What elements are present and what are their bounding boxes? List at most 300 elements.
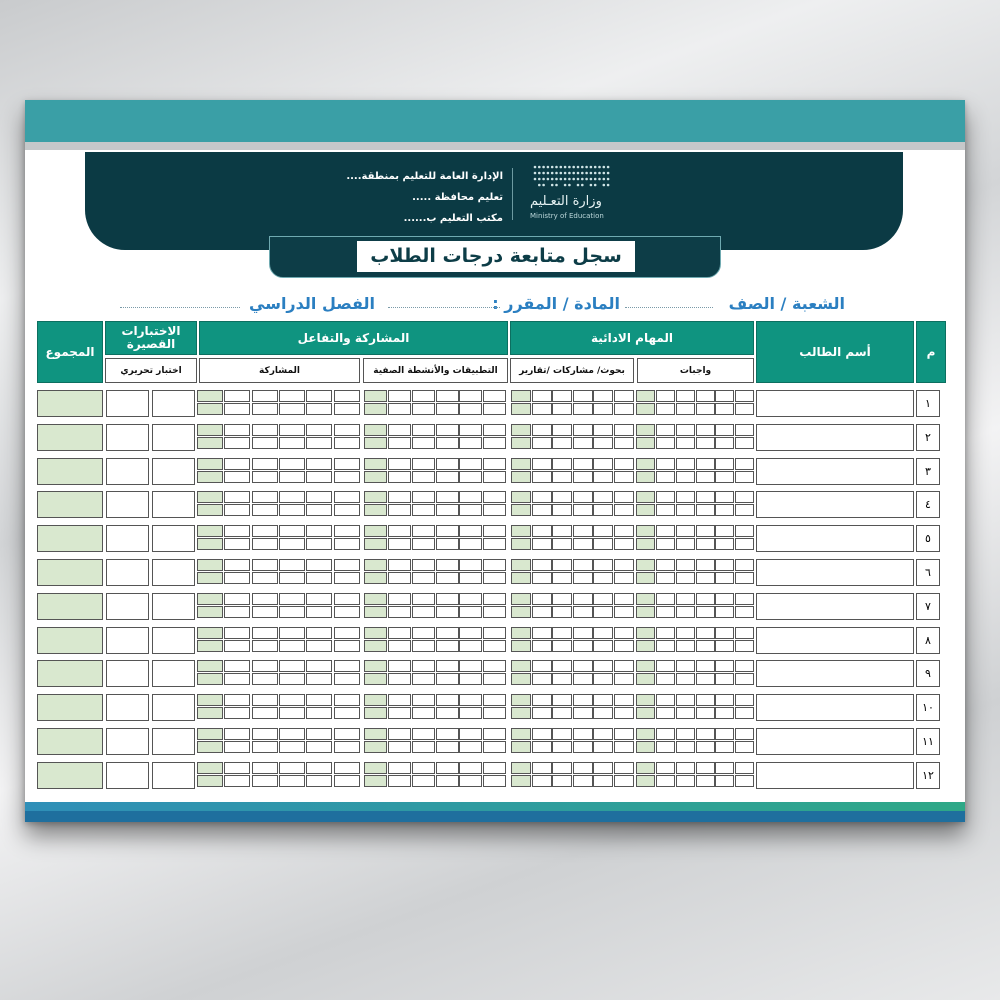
- homework-box[interactable]: [656, 572, 675, 584]
- applications-box[interactable]: [412, 403, 435, 415]
- participation-box[interactable]: [197, 403, 223, 415]
- homework-box[interactable]: [715, 437, 734, 449]
- homework-box[interactable]: [676, 504, 695, 516]
- quiz-cell[interactable]: [152, 559, 195, 586]
- applications-box[interactable]: [459, 728, 482, 740]
- participation-box[interactable]: [224, 390, 250, 402]
- homework-box[interactable]: [656, 471, 675, 483]
- applications-box[interactable]: [364, 707, 387, 719]
- applications-box[interactable]: [388, 593, 411, 605]
- applications-box[interactable]: [364, 572, 387, 584]
- participation-box[interactable]: [334, 538, 360, 550]
- participation-box[interactable]: [197, 673, 223, 685]
- homework-box[interactable]: [676, 559, 695, 571]
- participation-box[interactable]: [279, 403, 305, 415]
- homework-box[interactable]: [656, 775, 675, 787]
- participation-box[interactable]: [197, 694, 223, 706]
- participation-box[interactable]: [224, 491, 250, 503]
- participation-box[interactable]: [224, 458, 250, 470]
- student-name-cell[interactable]: [756, 559, 914, 586]
- applications-box[interactable]: [412, 694, 435, 706]
- homework-box[interactable]: [696, 525, 715, 537]
- participation-box[interactable]: [252, 403, 278, 415]
- research-box[interactable]: [532, 424, 552, 436]
- research-box[interactable]: [593, 775, 613, 787]
- participation-box[interactable]: [224, 775, 250, 787]
- participation-box[interactable]: [197, 437, 223, 449]
- research-box[interactable]: [552, 593, 572, 605]
- total-cell[interactable]: [37, 762, 103, 789]
- applications-box[interactable]: [364, 471, 387, 483]
- applications-box[interactable]: [436, 741, 459, 753]
- semester-blank[interactable]: [120, 307, 240, 308]
- applications-box[interactable]: [436, 525, 459, 537]
- applications-box[interactable]: [412, 707, 435, 719]
- research-box[interactable]: [511, 471, 531, 483]
- research-box[interactable]: [573, 673, 593, 685]
- homework-box[interactable]: [735, 424, 754, 436]
- applications-box[interactable]: [483, 437, 506, 449]
- research-box[interactable]: [511, 424, 531, 436]
- participation-box[interactable]: [306, 593, 332, 605]
- homework-box[interactable]: [715, 559, 734, 571]
- applications-box[interactable]: [459, 694, 482, 706]
- participation-box[interactable]: [279, 538, 305, 550]
- homework-box[interactable]: [656, 606, 675, 618]
- homework-box[interactable]: [696, 673, 715, 685]
- participation-box[interactable]: [306, 728, 332, 740]
- homework-box[interactable]: [696, 504, 715, 516]
- participation-box[interactable]: [306, 707, 332, 719]
- homework-box[interactable]: [676, 640, 695, 652]
- applications-box[interactable]: [483, 606, 506, 618]
- participation-box[interactable]: [224, 728, 250, 740]
- research-box[interactable]: [552, 741, 572, 753]
- participation-box[interactable]: [279, 593, 305, 605]
- participation-box[interactable]: [279, 762, 305, 774]
- homework-box[interactable]: [676, 694, 695, 706]
- homework-box[interactable]: [656, 741, 675, 753]
- applications-box[interactable]: [412, 504, 435, 516]
- participation-box[interactable]: [334, 694, 360, 706]
- homework-box[interactable]: [656, 458, 675, 470]
- homework-box[interactable]: [636, 775, 655, 787]
- homework-box[interactable]: [656, 437, 675, 449]
- participation-box[interactable]: [279, 627, 305, 639]
- participation-box[interactable]: [252, 458, 278, 470]
- homework-box[interactable]: [715, 424, 734, 436]
- homework-box[interactable]: [656, 593, 675, 605]
- research-box[interactable]: [593, 458, 613, 470]
- applications-box[interactable]: [364, 593, 387, 605]
- research-box[interactable]: [511, 775, 531, 787]
- research-box[interactable]: [614, 673, 634, 685]
- applications-box[interactable]: [483, 424, 506, 436]
- applications-box[interactable]: [459, 741, 482, 753]
- applications-box[interactable]: [364, 525, 387, 537]
- research-box[interactable]: [593, 741, 613, 753]
- research-box[interactable]: [511, 741, 531, 753]
- applications-box[interactable]: [483, 627, 506, 639]
- research-box[interactable]: [573, 640, 593, 652]
- applications-box[interactable]: [388, 762, 411, 774]
- applications-box[interactable]: [483, 762, 506, 774]
- applications-box[interactable]: [364, 775, 387, 787]
- homework-box[interactable]: [715, 538, 734, 550]
- applications-box[interactable]: [388, 627, 411, 639]
- homework-box[interactable]: [735, 437, 754, 449]
- participation-box[interactable]: [334, 471, 360, 483]
- homework-box[interactable]: [715, 728, 734, 740]
- research-box[interactable]: [593, 572, 613, 584]
- participation-box[interactable]: [279, 606, 305, 618]
- participation-box[interactable]: [197, 525, 223, 537]
- quiz-cell[interactable]: [152, 458, 195, 485]
- participation-box[interactable]: [306, 572, 332, 584]
- quiz-cell[interactable]: [152, 694, 195, 721]
- applications-box[interactable]: [483, 572, 506, 584]
- homework-box[interactable]: [676, 660, 695, 672]
- homework-box[interactable]: [636, 627, 655, 639]
- participation-box[interactable]: [197, 471, 223, 483]
- homework-box[interactable]: [696, 741, 715, 753]
- applications-box[interactable]: [412, 559, 435, 571]
- research-box[interactable]: [532, 437, 552, 449]
- research-box[interactable]: [552, 525, 572, 537]
- participation-box[interactable]: [334, 627, 360, 639]
- applications-box[interactable]: [388, 559, 411, 571]
- participation-box[interactable]: [279, 741, 305, 753]
- research-box[interactable]: [511, 606, 531, 618]
- research-box[interactable]: [593, 437, 613, 449]
- homework-box[interactable]: [656, 762, 675, 774]
- research-box[interactable]: [552, 728, 572, 740]
- homework-box[interactable]: [656, 491, 675, 503]
- homework-box[interactable]: [676, 491, 695, 503]
- research-box[interactable]: [614, 606, 634, 618]
- participation-box[interactable]: [224, 424, 250, 436]
- homework-box[interactable]: [676, 437, 695, 449]
- applications-box[interactable]: [412, 762, 435, 774]
- participation-box[interactable]: [252, 640, 278, 652]
- applications-box[interactable]: [388, 390, 411, 402]
- applications-box[interactable]: [388, 728, 411, 740]
- applications-box[interactable]: [436, 504, 459, 516]
- homework-box[interactable]: [696, 538, 715, 550]
- research-box[interactable]: [593, 660, 613, 672]
- homework-box[interactable]: [735, 458, 754, 470]
- homework-box[interactable]: [676, 728, 695, 740]
- participation-box[interactable]: [334, 762, 360, 774]
- applications-box[interactable]: [412, 775, 435, 787]
- research-box[interactable]: [593, 593, 613, 605]
- applications-box[interactable]: [483, 403, 506, 415]
- research-box[interactable]: [593, 525, 613, 537]
- homework-box[interactable]: [735, 762, 754, 774]
- research-box[interactable]: [573, 437, 593, 449]
- applications-box[interactable]: [459, 572, 482, 584]
- research-box[interactable]: [573, 728, 593, 740]
- participation-box[interactable]: [334, 707, 360, 719]
- quiz-cell[interactable]: [106, 525, 149, 552]
- applications-box[interactable]: [459, 559, 482, 571]
- homework-box[interactable]: [735, 538, 754, 550]
- homework-box[interactable]: [715, 471, 734, 483]
- research-box[interactable]: [614, 437, 634, 449]
- participation-box[interactable]: [252, 559, 278, 571]
- applications-box[interactable]: [364, 627, 387, 639]
- participation-box[interactable]: [252, 504, 278, 516]
- applications-box[interactable]: [436, 471, 459, 483]
- applications-box[interactable]: [388, 673, 411, 685]
- homework-box[interactable]: [656, 627, 675, 639]
- research-box[interactable]: [614, 424, 634, 436]
- participation-box[interactable]: [279, 491, 305, 503]
- research-box[interactable]: [593, 707, 613, 719]
- applications-box[interactable]: [388, 694, 411, 706]
- research-box[interactable]: [573, 741, 593, 753]
- research-box[interactable]: [532, 538, 552, 550]
- applications-box[interactable]: [483, 775, 506, 787]
- participation-box[interactable]: [334, 504, 360, 516]
- applications-box[interactable]: [412, 660, 435, 672]
- participation-box[interactable]: [334, 437, 360, 449]
- research-box[interactable]: [552, 437, 572, 449]
- applications-box[interactable]: [436, 403, 459, 415]
- research-box[interactable]: [573, 593, 593, 605]
- homework-box[interactable]: [676, 707, 695, 719]
- applications-box[interactable]: [483, 559, 506, 571]
- participation-box[interactable]: [252, 606, 278, 618]
- participation-box[interactable]: [306, 627, 332, 639]
- homework-box[interactable]: [636, 559, 655, 571]
- homework-box[interactable]: [636, 593, 655, 605]
- applications-box[interactable]: [388, 707, 411, 719]
- participation-box[interactable]: [334, 728, 360, 740]
- homework-box[interactable]: [735, 694, 754, 706]
- homework-box[interactable]: [696, 694, 715, 706]
- homework-box[interactable]: [715, 741, 734, 753]
- homework-box[interactable]: [676, 775, 695, 787]
- research-box[interactable]: [593, 403, 613, 415]
- applications-box[interactable]: [436, 424, 459, 436]
- research-box[interactable]: [614, 775, 634, 787]
- quiz-cell[interactable]: [152, 660, 195, 687]
- research-box[interactable]: [614, 390, 634, 402]
- homework-box[interactable]: [696, 458, 715, 470]
- homework-box[interactable]: [636, 390, 655, 402]
- participation-box[interactable]: [279, 660, 305, 672]
- homework-box[interactable]: [636, 741, 655, 753]
- applications-box[interactable]: [364, 504, 387, 516]
- applications-box[interactable]: [459, 525, 482, 537]
- applications-box[interactable]: [364, 762, 387, 774]
- quiz-cell[interactable]: [106, 491, 149, 518]
- research-box[interactable]: [573, 458, 593, 470]
- participation-box[interactable]: [224, 660, 250, 672]
- applications-box[interactable]: [436, 673, 459, 685]
- research-box[interactable]: [532, 762, 552, 774]
- homework-box[interactable]: [715, 640, 734, 652]
- research-box[interactable]: [511, 762, 531, 774]
- applications-box[interactable]: [436, 640, 459, 652]
- research-box[interactable]: [511, 707, 531, 719]
- participation-box[interactable]: [279, 390, 305, 402]
- participation-box[interactable]: [224, 504, 250, 516]
- applications-box[interactable]: [436, 707, 459, 719]
- applications-box[interactable]: [459, 660, 482, 672]
- research-box[interactable]: [573, 525, 593, 537]
- homework-box[interactable]: [715, 572, 734, 584]
- research-box[interactable]: [614, 593, 634, 605]
- applications-box[interactable]: [364, 660, 387, 672]
- student-name-cell[interactable]: [756, 491, 914, 518]
- research-box[interactable]: [593, 640, 613, 652]
- research-box[interactable]: [532, 572, 552, 584]
- participation-box[interactable]: [306, 606, 332, 618]
- participation-box[interactable]: [334, 606, 360, 618]
- participation-box[interactable]: [252, 694, 278, 706]
- applications-box[interactable]: [364, 673, 387, 685]
- applications-box[interactable]: [412, 627, 435, 639]
- homework-box[interactable]: [696, 775, 715, 787]
- applications-box[interactable]: [436, 627, 459, 639]
- applications-box[interactable]: [388, 525, 411, 537]
- participation-box[interactable]: [252, 424, 278, 436]
- student-name-cell[interactable]: [756, 660, 914, 687]
- research-box[interactable]: [593, 491, 613, 503]
- participation-box[interactable]: [224, 762, 250, 774]
- participation-box[interactable]: [224, 525, 250, 537]
- applications-box[interactable]: [483, 458, 506, 470]
- applications-box[interactable]: [483, 525, 506, 537]
- student-name-cell[interactable]: [756, 762, 914, 789]
- participation-box[interactable]: [334, 673, 360, 685]
- research-box[interactable]: [511, 437, 531, 449]
- participation-box[interactable]: [279, 694, 305, 706]
- participation-box[interactable]: [306, 491, 332, 503]
- research-box[interactable]: [614, 471, 634, 483]
- participation-box[interactable]: [252, 775, 278, 787]
- homework-box[interactable]: [656, 504, 675, 516]
- research-box[interactable]: [614, 741, 634, 753]
- research-box[interactable]: [532, 627, 552, 639]
- applications-box[interactable]: [364, 606, 387, 618]
- applications-box[interactable]: [436, 390, 459, 402]
- participation-box[interactable]: [306, 424, 332, 436]
- research-box[interactable]: [511, 728, 531, 740]
- homework-box[interactable]: [636, 471, 655, 483]
- participation-box[interactable]: [306, 640, 332, 652]
- homework-box[interactable]: [636, 673, 655, 685]
- participation-box[interactable]: [279, 559, 305, 571]
- research-box[interactable]: [593, 504, 613, 516]
- research-box[interactable]: [552, 538, 572, 550]
- participation-box[interactable]: [306, 403, 332, 415]
- applications-box[interactable]: [459, 538, 482, 550]
- homework-box[interactable]: [735, 640, 754, 652]
- homework-box[interactable]: [656, 707, 675, 719]
- applications-box[interactable]: [364, 491, 387, 503]
- applications-box[interactable]: [412, 640, 435, 652]
- participation-box[interactable]: [224, 627, 250, 639]
- quiz-cell[interactable]: [152, 593, 195, 620]
- homework-box[interactable]: [735, 627, 754, 639]
- research-box[interactable]: [614, 559, 634, 571]
- quiz-cell[interactable]: [106, 660, 149, 687]
- homework-box[interactable]: [696, 471, 715, 483]
- participation-box[interactable]: [197, 593, 223, 605]
- participation-box[interactable]: [279, 707, 305, 719]
- applications-box[interactable]: [364, 640, 387, 652]
- applications-box[interactable]: [483, 707, 506, 719]
- research-box[interactable]: [593, 694, 613, 706]
- applications-box[interactable]: [412, 728, 435, 740]
- homework-box[interactable]: [696, 593, 715, 605]
- participation-box[interactable]: [252, 471, 278, 483]
- homework-box[interactable]: [715, 660, 734, 672]
- research-box[interactable]: [614, 572, 634, 584]
- research-box[interactable]: [532, 471, 552, 483]
- participation-box[interactable]: [252, 660, 278, 672]
- applications-box[interactable]: [459, 606, 482, 618]
- participation-box[interactable]: [224, 559, 250, 571]
- research-box[interactable]: [552, 390, 572, 402]
- homework-box[interactable]: [715, 707, 734, 719]
- research-box[interactable]: [511, 640, 531, 652]
- homework-box[interactable]: [735, 593, 754, 605]
- homework-box[interactable]: [676, 741, 695, 753]
- research-box[interactable]: [573, 572, 593, 584]
- participation-box[interactable]: [224, 640, 250, 652]
- participation-box[interactable]: [306, 458, 332, 470]
- quiz-cell[interactable]: [152, 424, 195, 451]
- participation-box[interactable]: [334, 741, 360, 753]
- research-box[interactable]: [552, 762, 572, 774]
- participation-box[interactable]: [224, 694, 250, 706]
- applications-box[interactable]: [436, 572, 459, 584]
- research-box[interactable]: [552, 491, 572, 503]
- applications-box[interactable]: [412, 458, 435, 470]
- applications-box[interactable]: [483, 660, 506, 672]
- participation-box[interactable]: [224, 593, 250, 605]
- applications-box[interactable]: [388, 572, 411, 584]
- homework-box[interactable]: [676, 424, 695, 436]
- research-box[interactable]: [614, 627, 634, 639]
- participation-box[interactable]: [306, 538, 332, 550]
- applications-box[interactable]: [459, 424, 482, 436]
- homework-box[interactable]: [715, 504, 734, 516]
- applications-box[interactable]: [436, 593, 459, 605]
- quiz-cell[interactable]: [106, 390, 149, 417]
- participation-box[interactable]: [197, 424, 223, 436]
- participation-box[interactable]: [252, 627, 278, 639]
- participation-box[interactable]: [279, 775, 305, 787]
- participation-box[interactable]: [252, 762, 278, 774]
- research-box[interactable]: [593, 728, 613, 740]
- homework-box[interactable]: [636, 491, 655, 503]
- homework-box[interactable]: [735, 741, 754, 753]
- research-box[interactable]: [552, 504, 572, 516]
- homework-box[interactable]: [735, 403, 754, 415]
- quiz-cell[interactable]: [152, 525, 195, 552]
- research-box[interactable]: [532, 741, 552, 753]
- applications-box[interactable]: [412, 390, 435, 402]
- applications-box[interactable]: [412, 606, 435, 618]
- research-box[interactable]: [532, 458, 552, 470]
- research-box[interactable]: [532, 660, 552, 672]
- research-box[interactable]: [593, 390, 613, 402]
